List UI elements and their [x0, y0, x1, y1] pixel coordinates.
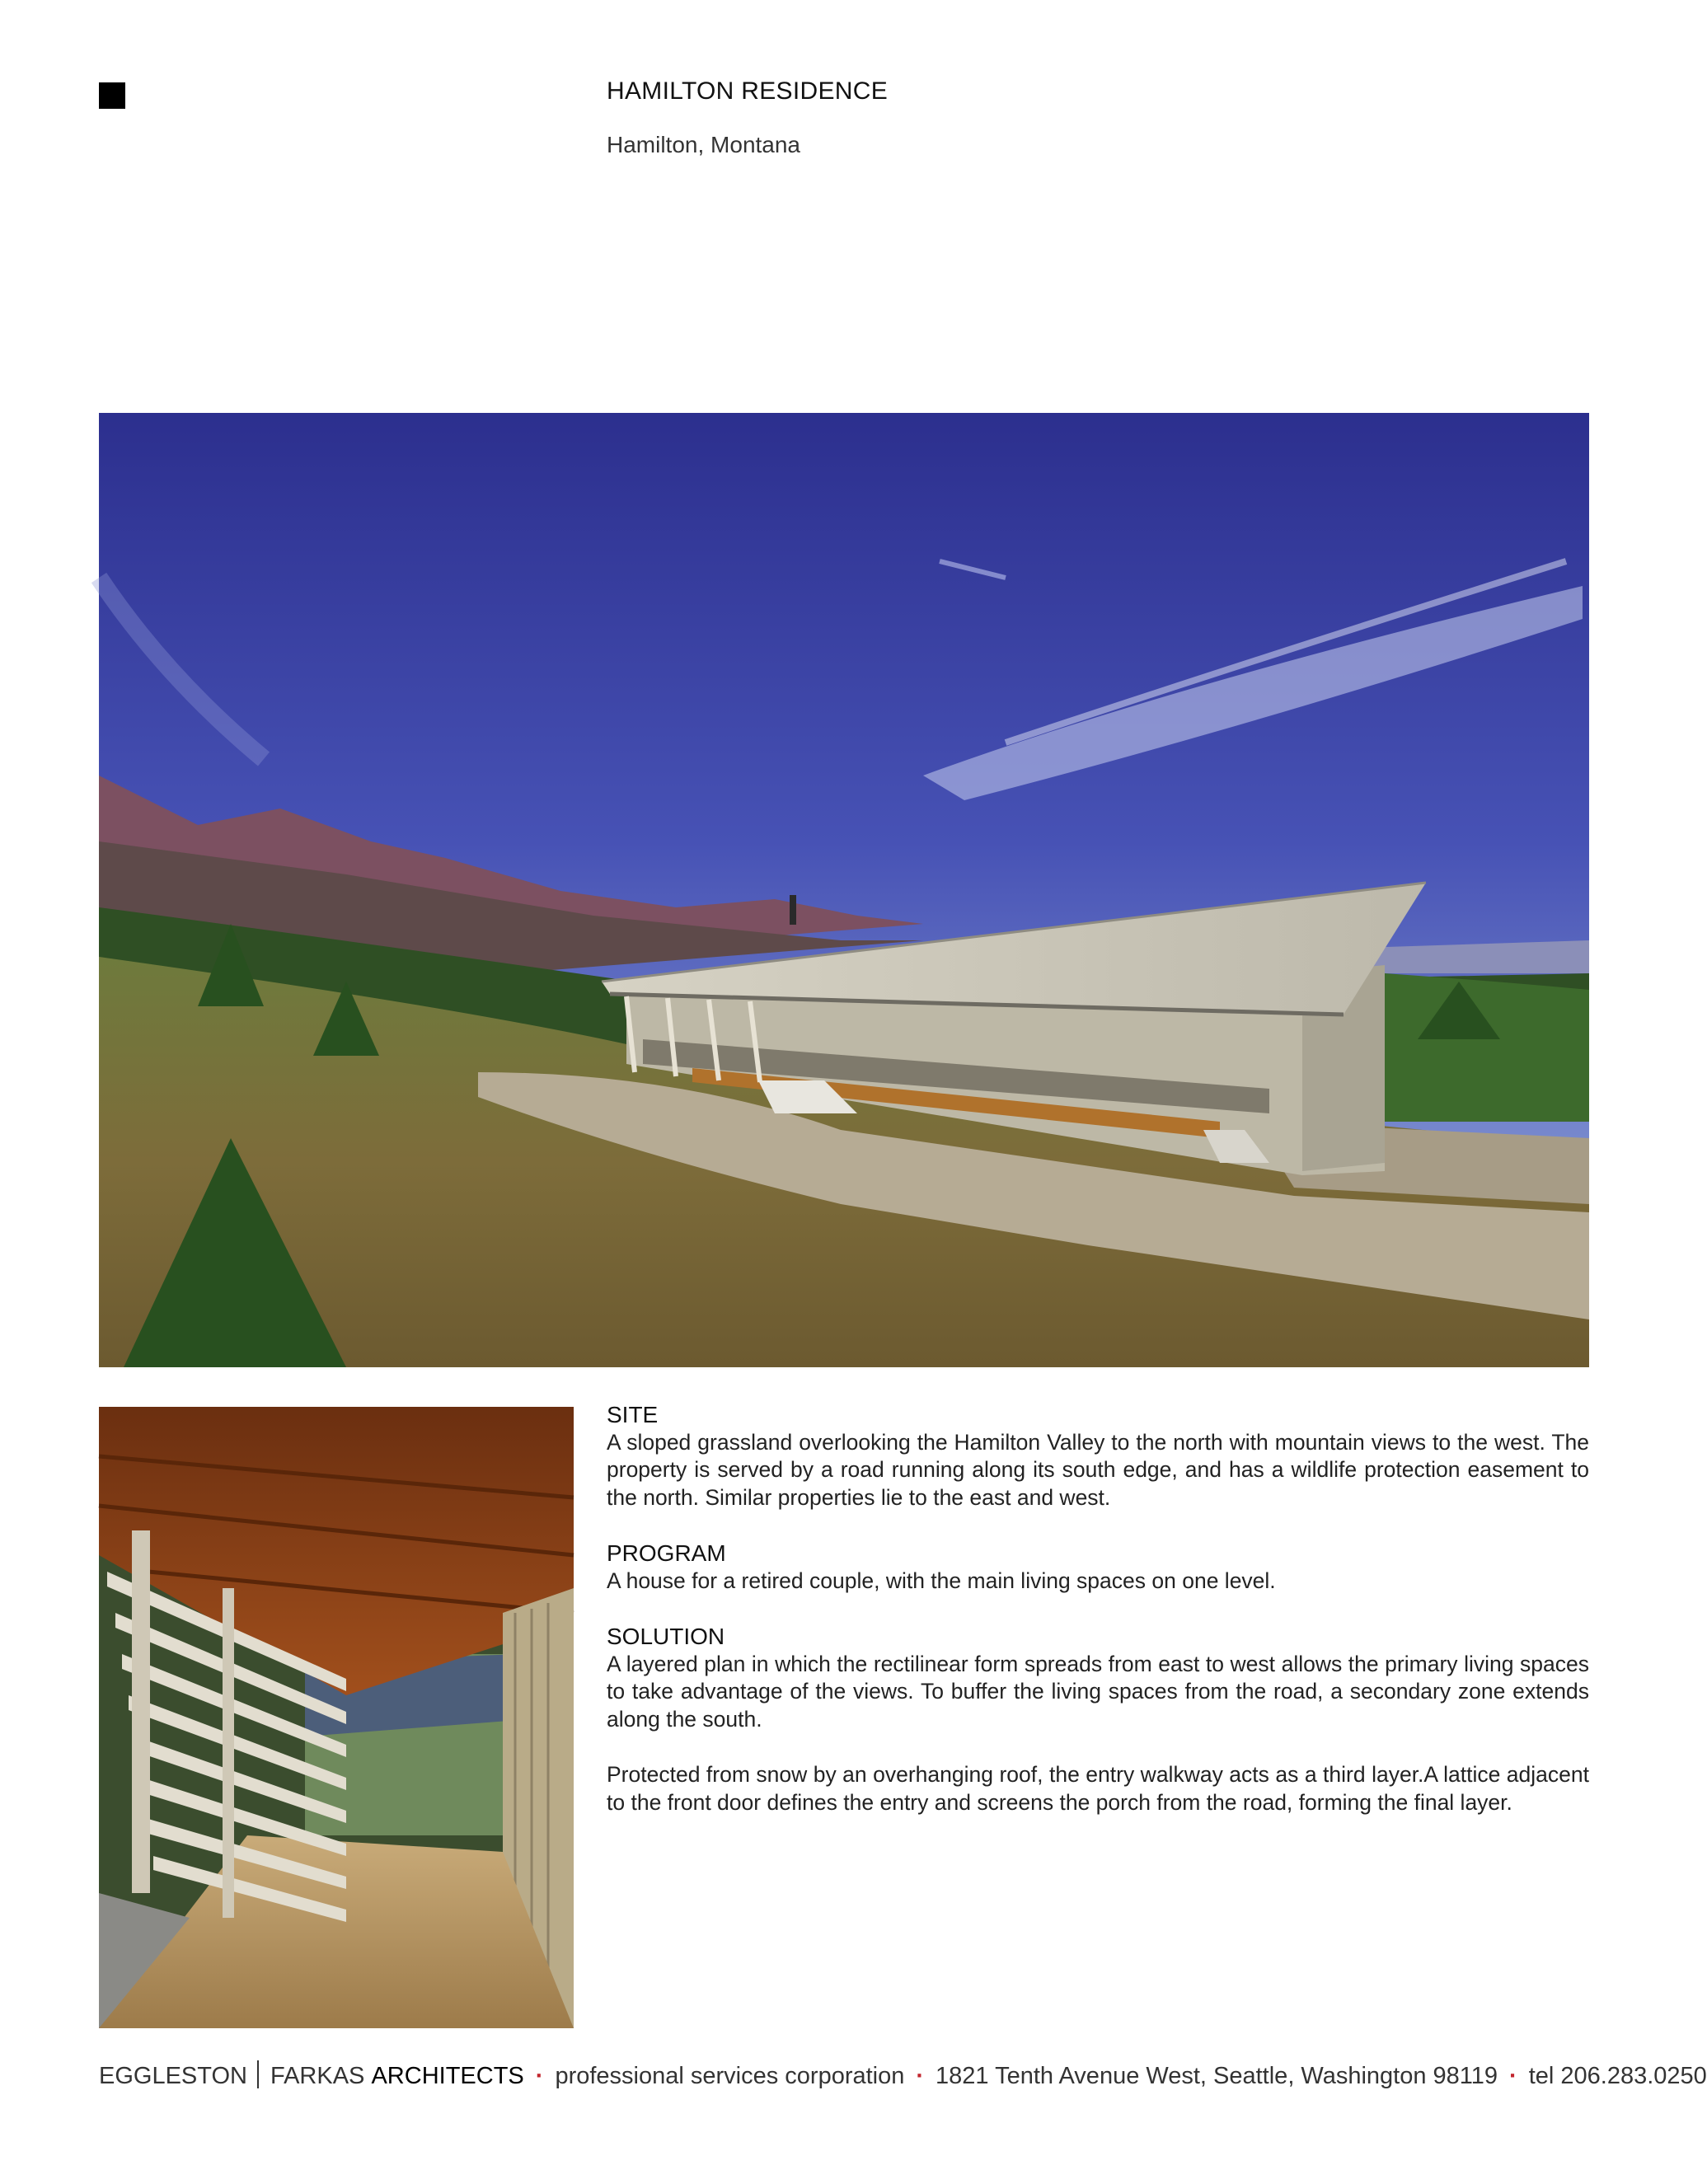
section-heading-program: PROGRAM — [607, 1540, 726, 1566]
firm-phone: tel 206.283.0250 — [1528, 2063, 1707, 2089]
project-location: Hamilton, Montana — [607, 132, 801, 157]
section-solution — [607, 1623, 1589, 1816]
page-marker-square — [99, 82, 125, 109]
footer-separator-dot: · — [535, 2063, 544, 2089]
firm-type: ARCHITECTS — [371, 2063, 524, 2089]
house-exterior-photo — [99, 413, 1589, 1367]
firm-address: 1821 Tenth Avenue West, Seattle, Washington 98119 — [936, 2063, 1498, 2089]
footer-separator-dot: · — [1509, 2063, 1517, 2089]
section-site — [607, 1401, 1589, 1511]
firm-footer — [99, 2060, 1707, 2090]
firm-name-first: EGGLESTON — [99, 2063, 247, 2089]
footer-separator-dot: · — [916, 2063, 925, 2089]
section-heading-site: SITE — [607, 1402, 659, 1427]
project-title: HAMILTON RESIDENCE — [607, 77, 889, 105]
section-program — [607, 1540, 1589, 1595]
section-paragraph-program: A house for a retired couple, with the main living spaces on one level. — [607, 1568, 1276, 1593]
section-heading-solution: SOLUTION — [607, 1624, 725, 1649]
section-paragraph-solution-1: A layered plan in which the rectilinear form spreads from east to west allows the primary living spaces to take advantage of the views. To buffer the living spaces from the road, a secondary zone extends along the south. — [607, 1651, 1589, 1732]
firm-name-second: FARKAS — [270, 2063, 365, 2089]
section-paragraph-site: A sloped grassland overlooking the Hamilton Valley to the north with mountain views to the west. The property is served by a road running along its south edge, and has a wildlife protection easement to the north. Similar properties lie to the east and west. — [607, 1429, 1589, 1510]
project-description — [607, 1401, 1589, 1844]
section-paragraph-solution-2: Protected from snow by an overhanging roof, the entry walkway acts as a third layer.A lattice adjacent to the front door defines the entry and screens the porch from the road, forming the final layer. — [607, 1762, 1589, 1815]
firm-name-divider — [257, 2060, 259, 2088]
firm-corporation: professional services corporation — [555, 2063, 905, 2089]
entry-porch-photo — [99, 1407, 574, 2028]
